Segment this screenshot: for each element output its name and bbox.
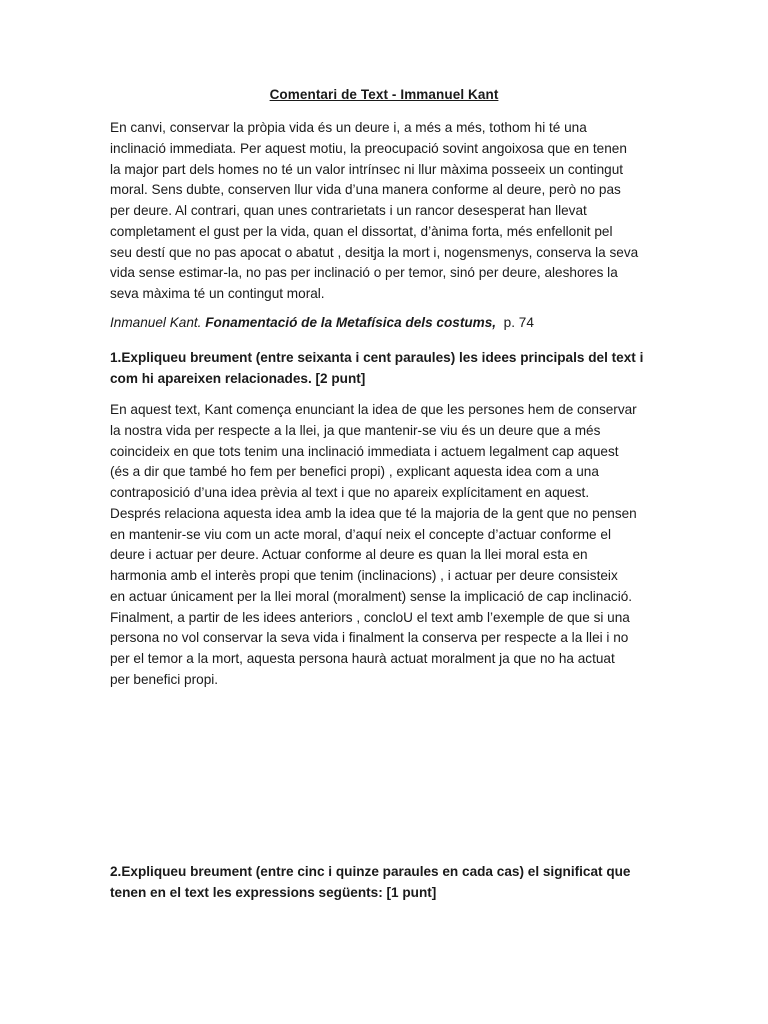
citation [110, 315, 534, 330]
answer-line: per el temor a la mort, aquesta persona haurà actuat moralment ja que no ha actuat [110, 651, 615, 666]
question-2 [110, 862, 662, 904]
answer-line: (és a dir que també ho fem per benefici propi) , explicant aquesta idea com a una [110, 464, 599, 480]
answer-line: Després relaciona aquesta idea amb la idea que té la majoria de la gent que no pensen [110, 505, 637, 521]
text-line: per deure. Al contrari, quan unes contrarietats i un rancor desesperat han llevat [110, 203, 587, 218]
citation-page: p. 74 [503, 315, 534, 330]
question-1-line: 1.Expliqueu breument (entre seixanta i cent paraules) les idees principals del text i [110, 350, 644, 365]
answer-line: coincideix en que tots tenim una inclinació immediata i actuem legalment cap aquest [110, 443, 619, 459]
text-line: vida sense estimar-la, no pas per inclinació o per temor, sinó per deure, aleshores la [110, 265, 618, 281]
answer-line: En aquest text, Kant comença enunciant la idea de que les persones hem de conservar [110, 402, 637, 417]
answer-line: en mantenir-se viu com un acte moral, d’aquí neix el concepte d’actuar conforme el [110, 526, 611, 542]
answer-line: Finalment, a partir de les idees anteriors , concloU el text amb l’exemple de que si una [110, 609, 630, 625]
question-1 [110, 348, 662, 390]
answer-line: contraposició d’una idea prèvia al text i que no apareix explícitament en aquest. [110, 485, 590, 500]
question-2-line: 2.Expliqueu breument (entre cinc i quinze paraules en cada cas) el significat que [110, 864, 631, 879]
citation-work: Fonamentació de la Metafísica dels costums, [205, 315, 497, 330]
answer-line: la nostra vida per respecte a la llei, ja que mantenir-se viu és un deure que a més [110, 422, 601, 438]
text-line: inclinació immediata. Per aquest motiu, la preocupació sovint angoixosa que en tenen [110, 140, 627, 156]
answer-1-paragraph [110, 400, 662, 691]
answer-line: en actuar únicament per la llei moral (moralment) sense la implicació de cap inclinació. [110, 588, 633, 604]
text-line: En canvi, conservar la pròpia vida és un deure i, a més a més, tothom hi té una [110, 120, 587, 135]
document-title: Comentari de Text - Immanuel Kant [269, 87, 499, 102]
question-2-line: tenen en el text les expressions següents: [1 punt] [110, 884, 437, 900]
text-line: seva màxima té un contingut moral. [110, 286, 325, 301]
answer-line: deure i actuar per deure. Actuar conforme al deure es quan la llei moral esta en [110, 547, 588, 563]
citation-author: Inmanuel Kant. [110, 315, 202, 330]
kant-text-paragraph [110, 118, 662, 305]
text-line: moral. Sens dubte, conserven llur vida d’una manera conforme al deure, però no pas [110, 182, 621, 198]
text-line: seu destí que no pas apocat o abatut , desitja la mort i, nogensmenys, conserva la seva [110, 244, 639, 260]
answer-line: harmonia amb el interès propi que tenim (inclinacions) , i actuar per deure consisteix [110, 568, 618, 583]
text-line: completament el gust per la vida, quan el dissortat, d’ànima forta, més enfellonit pel [110, 223, 613, 239]
question-1-line: com hi apareixen relacionades. [2 punt] [110, 370, 366, 386]
text-line: la major part dels homes no té un valor intrínsec ni llur màxima posseeix un contingut [110, 161, 624, 177]
answer-line: per benefici propi. [110, 671, 219, 687]
answer-line: persona no vol conservar la seva vida i finalment la conserva per respecte a la llei i no [110, 630, 629, 646]
